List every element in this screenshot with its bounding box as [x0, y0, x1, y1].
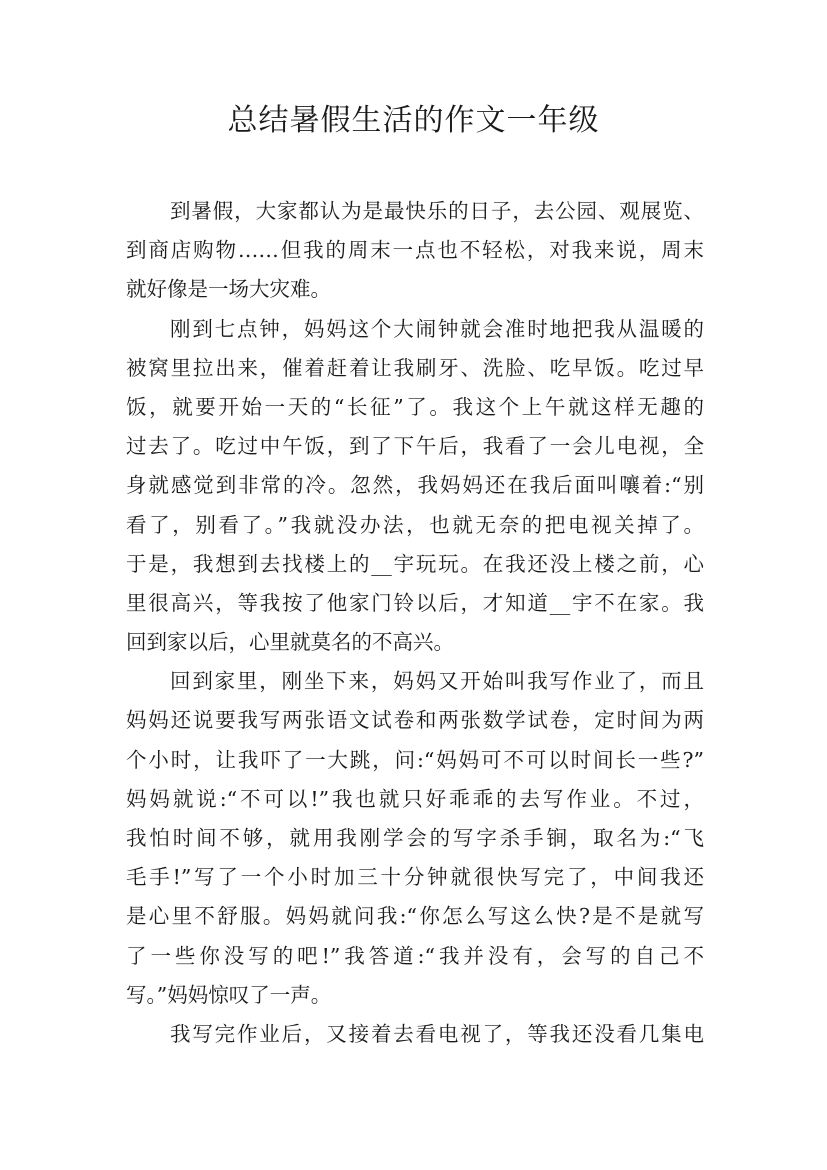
paragraph-2	[126, 310, 704, 663]
text-line: 写。”妈妈惊叹了一声。	[126, 982, 332, 1007]
paragraph-4	[126, 1015, 704, 1054]
text-line: 于是，我想到去找楼上的__宇玩玩。在我还没上楼之前，心	[126, 551, 704, 576]
paragraph-1	[126, 192, 704, 310]
text-line: 过去了。吃过中午饭，到了下午后，我看了一会儿电视，全	[126, 434, 704, 459]
text-line: 妈妈就说:“不可以!”我也就只好乖乖的去写作业。不过，	[126, 786, 704, 811]
text-line: 是心里不舒服。妈妈就问我:“你怎么写这么快?是不是就写	[126, 904, 704, 929]
text-line: 个小时，让我吓了一大跳，问:“妈妈可不可以时间长一些?”	[126, 747, 704, 772]
text-line: 被窝里拉出来，催着赶着让我刷牙、洗脸、吃早饭。吃过早	[126, 355, 704, 380]
text-line: 就好像是一场大灾难。	[126, 277, 331, 302]
text-line: 回到家以后，心里就莫名的不高兴。	[126, 630, 454, 655]
text-line: 我写完作业后，又接着去看电视了，等我还没看几集电	[170, 1021, 704, 1046]
text-line: 身就感觉到非常的冷。忽然，我妈妈还在我后面叫嚷着:“别	[126, 473, 704, 498]
text-line: 了一些你没写的吧!”我答道:“我并没有，会写的自己不	[126, 943, 704, 968]
text-line: 刚到七点钟，妈妈这个大闹钟就会准时地把我从温暖的	[170, 316, 704, 341]
text-line: 妈妈还说要我写两张语文试卷和两张数学试卷，定时间为两	[126, 708, 704, 733]
paragraph-3	[126, 662, 704, 1015]
text-line: 到商店购物……但我的周末一点也不轻松，对我来说，周末	[126, 238, 704, 263]
text-line: 我怕时间不够，就用我刚学会的写字杀手锏，取名为:“飞	[126, 826, 704, 850]
text-line: 里很高兴，等我按了他家门铃以后，才知道__宇不在家。我	[126, 590, 704, 615]
document-body	[126, 192, 704, 1054]
text-line: 看了，别看了。”我就没办法，也就无奈的把电视关掉了。	[126, 512, 704, 537]
text-line: 饭，就要开始一天的“长征”了。我这个上午就这样无趣的	[126, 394, 704, 419]
text-line: 到暑假，大家都认为是最快乐的日子，去公园、观展览、	[170, 199, 704, 223]
text-line: 毛手!”写了一个小时加三十分钟就很快写完了，中间我还	[126, 865, 704, 890]
document-title: 总结暑假生活的作文一年级	[227, 103, 600, 138]
text-line: 回到家里，刚坐下来，妈妈又开始叫我写作业了，而且	[170, 669, 704, 694]
